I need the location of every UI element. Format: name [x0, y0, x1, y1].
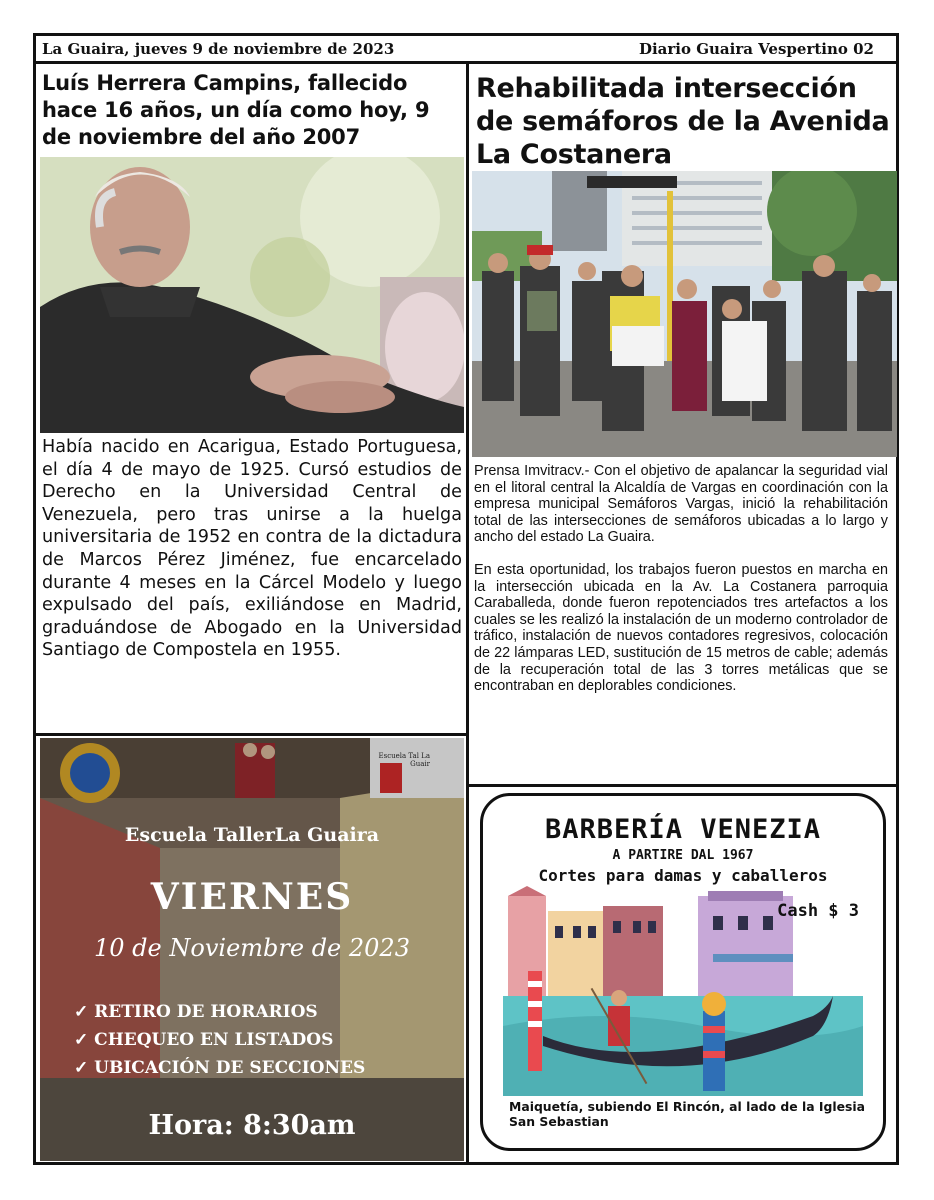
- flyer-day: VIERNES: [150, 876, 354, 918]
- article1-headline: Luís Herrera Campins, fallecido hace 16 años, un día como hoy, 9 de noviembre del año 2007: [42, 71, 430, 149]
- column-divider: [466, 64, 469, 1164]
- article2-paragraph-2: En esta oportunidad, los trabajos fueron puestos en marcha en la intersección ubicada en la Av. La Costanera parroquia Caraballeda, donde fueron repotenciados tres artefactos a los cuales se les realizó la instalación de un moderno controlador de tráfico, instalación de nuevos contadores regresivos, colocación de 22 lámparas LED, sustitución de 15 metros de cable; además de la recuperación total de las 3 torres metálicas que se encontraban en deplorables condiciones.: [474, 561, 888, 695]
- escuela-taller-flyer: [40, 738, 464, 1161]
- right-section-divider: [468, 784, 898, 787]
- article-herrera-campins: [42, 70, 462, 151]
- escuela-logo-text: Escuela Tal La Guair: [378, 752, 430, 768]
- barberia-venezia-ad: [480, 793, 886, 1151]
- ad-address: Maiquetía, subiendo El Rincón, al lado de la Iglesia San Sebastian: [509, 1099, 866, 1129]
- flyer-item: ✓ CHEQUEO EN LISTADOS: [74, 1030, 334, 1050]
- ad-since: A PARTIRE DAL 1967: [612, 848, 754, 863]
- flyer-item: ✓ RETIRO DE HORARIOS: [74, 1002, 318, 1022]
- article-semaforos: [476, 72, 896, 171]
- flyer-item: ✓ UBICACIÓN DE SECCIONES: [74, 1058, 366, 1078]
- flyer-items: [74, 998, 365, 1082]
- edition-name: Diario Guaira Vespertino 02: [638, 40, 874, 58]
- flyer-title: Escuela TallerLa Guaira: [124, 824, 380, 846]
- ad-title: BARBERÍA VENEZIA: [544, 814, 822, 845]
- flyer-time: Hora: 8:30am: [148, 1110, 356, 1141]
- article2-body: [474, 463, 888, 711]
- article1-body: Había nacido en Acarigua, Estado Portuguesa, el día 4 de mayo de 1925. Cursó estudios de Derecho en la Universidad Central de Venezuela, pero tras unirse a la huelga universitaria de 1952 en contra de la dictadura de Marcos Pérez Jiménez, fue encarcelado durante 4 meses en la Cárcel Modelo y luego expulsado del país, exiliándose en Madrid, graduándose de Abogado en la Universidad Santiago de Compostela en 1955.: [42, 437, 462, 661]
- article2-paragraph-1: Prensa Imvitracv.- Con el objetivo de apalancar la seguridad vial en el litoral central la Alcaldía de Vargas en coordinación con la empresa municipal Semáforos Vargas, inició la rehabilitación total de las intersecciones de semáforos ubicadas a lo largo y ancho del estado La Guaira.: [474, 463, 888, 546]
- ad-tagline: Cortes para damas y caballeros: [538, 866, 828, 885]
- masthead: [36, 36, 896, 64]
- herrera-campins-photo: [40, 157, 464, 433]
- ad-price: Cash $ 3: [777, 901, 859, 921]
- article2-headline: Rehabilitada intersección de semáforos de la Avenida La Costanera: [476, 73, 890, 170]
- dateline: La Guaira, jueves 9 de noviembre de 2023: [42, 40, 395, 58]
- traffic-light-event-photo: [472, 171, 897, 457]
- flyer-date: 10 de Noviembre de 2023: [94, 934, 410, 962]
- left-section-divider: [36, 733, 467, 736]
